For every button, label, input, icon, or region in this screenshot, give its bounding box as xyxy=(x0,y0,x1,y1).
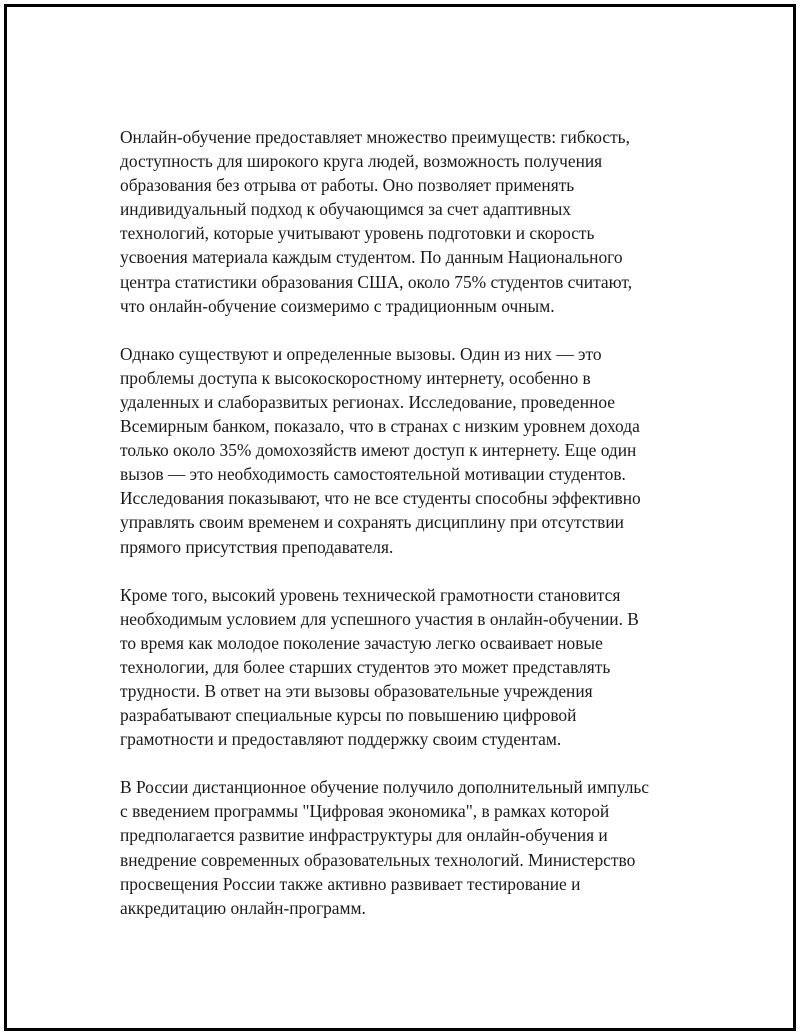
text-line: вызов — это необходимость самостоятельной мотивации студентов. xyxy=(120,464,626,485)
text-line: В России дистанционное обучение получило дополнительный импульс xyxy=(120,777,650,798)
text-line: только около 35% домохозяйств имеют доступ к интернету. Еще один xyxy=(120,440,637,461)
text-line: удаленных и слаборазвитых регионах. Исследование, проведенное xyxy=(120,391,616,412)
text-line: усвоения материала каждым студентом. По данным Национального xyxy=(120,247,623,268)
text-line: Кроме того, высокий уровень технической грамотности становится xyxy=(120,584,621,605)
paragraph-2 xyxy=(120,342,690,559)
text-line: технологий, которые учитывают уровень подготовки и скорость xyxy=(120,223,595,244)
text-line: что онлайн-обучение соизмеримо с традиционным очным. xyxy=(120,295,555,316)
text-line: то время как молодое поколение зачастую легко осваивает новые xyxy=(120,632,603,653)
text-line: Онлайн-обучение предоставляет множество преимуществ: гибкость, xyxy=(120,127,630,147)
text-line: необходимым условием для успешного участия в онлайн-обучении. В xyxy=(120,608,639,629)
text-line: технологии, для более старших студентов это может представлять xyxy=(120,656,611,677)
text-line: Однако существуют и определенные вызовы. Один из них — это xyxy=(120,343,602,364)
text-line: аккредитацию онлайн-программ. xyxy=(120,897,366,918)
text-line: просвещения России также активно развивает тестирование и xyxy=(120,873,581,894)
text-line: предполагается развитие инфраструктуры для онлайн-обучения и xyxy=(120,825,608,846)
text-line: трудности. В ответ на эти вызовы образовательные учреждения xyxy=(120,680,593,701)
text-line: прямого присутствия преподавателя. xyxy=(120,536,394,557)
page-frame xyxy=(4,4,796,1031)
paragraph-4 xyxy=(120,775,690,920)
text-line: грамотности и предоставляют поддержку своим студентам. xyxy=(120,729,562,750)
text-line: Всемирным банком, показало, что в странах с низким уровнем дохода xyxy=(120,416,640,437)
text-line: центра статистики образования США, около 75% студентов считают, xyxy=(120,271,633,292)
text-line: образования без отрыва от работы. Оно позволяет применять xyxy=(120,175,575,196)
text-line: проблемы доступа к высокоскоростному интернету, особенно в xyxy=(120,367,591,388)
text-line: доступность для широкого круга людей, возможность получения xyxy=(120,151,603,172)
document-body xyxy=(120,125,690,944)
text-line: Исследования показывают, что не все студенты способны эффективно xyxy=(120,488,641,509)
text-line: управлять своим временем и сохранять дисциплину при отсутствии xyxy=(120,512,624,533)
text-line: индивидуальный подход к обучающимся за счет адаптивных xyxy=(120,199,571,220)
text-line: с введением программы "Цифровая экономика", в рамках которой xyxy=(120,801,610,822)
text-line: внедрение современных образовательных технологий. Министерство xyxy=(120,849,636,870)
paragraph-1 xyxy=(120,125,690,318)
text-line: разрабатывают специальные курсы по повышению цифровой xyxy=(120,705,577,726)
paragraph-3 xyxy=(120,583,690,752)
